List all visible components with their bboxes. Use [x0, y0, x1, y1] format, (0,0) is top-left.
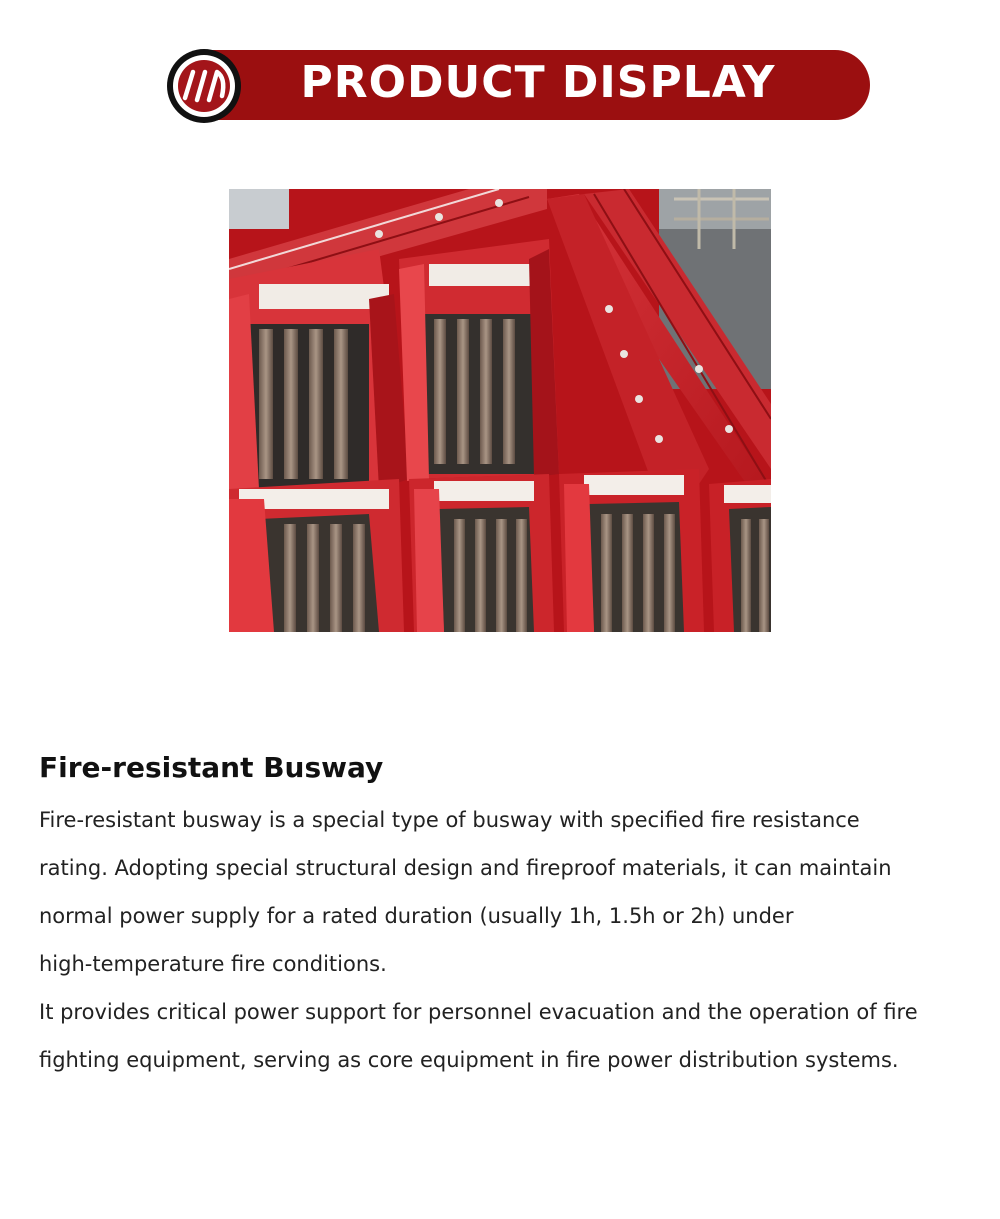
description-line: fighting equipment, serving as core equipment in fire power distribution systems. — [39, 1048, 899, 1072]
description-line: normal power supply for a rated duration (usually 1h, 1.5h or 2h) under — [39, 904, 794, 928]
busway-photo — [229, 189, 771, 632]
product-description — [39, 796, 969, 1084]
description-line: rating. Adopting special structural design and fireproof materials, it can maintain — [39, 856, 892, 880]
section-title: Fire-resistant Busway — [39, 751, 384, 784]
product-display-banner — [166, 48, 870, 124]
description-line: Fire-resistant busway is a special type of busway with specified fire resistance — [39, 808, 860, 832]
brand-logo-icon — [166, 48, 242, 124]
description-line: It provides critical power support for personnel evacuation and the operation of fire — [39, 1000, 918, 1024]
description-line: high-temperature fire conditions. — [39, 952, 387, 976]
banner-title: PRODUCT DISPLAY — [300, 57, 776, 108]
